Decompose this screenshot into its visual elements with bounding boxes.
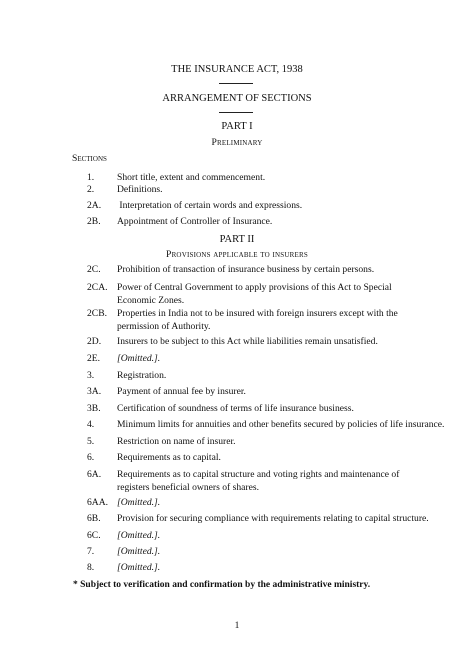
- part-2-heading: Provisions applicable to insurers: [166, 249, 308, 260]
- section-title: Certification of soundness of terms of life insurance business.: [117, 403, 354, 414]
- subtitle-divider: [219, 112, 253, 113]
- section-number: 2A.: [87, 200, 102, 211]
- section-title: Provision for securing compliance with requirements relating to capital structure.: [117, 513, 429, 524]
- section-number: 2B.: [87, 216, 101, 227]
- section-title: Properties in India not to be insured with foreign insurers except with the permission of Authority.: [117, 308, 398, 332]
- section-title: Interpretation of certain words and expressions.: [117, 200, 303, 211]
- section-number: 6.: [87, 452, 95, 463]
- section-title: Short title, extent and commencement.: [117, 172, 266, 183]
- section-title: Minimum limits for annuities and other benefits secured by policies of life insurance.: [117, 419, 445, 430]
- title-divider: [219, 83, 253, 84]
- section-number: 2E.: [87, 353, 101, 364]
- section-number: 6AA.: [87, 497, 109, 508]
- section-number: 3B.: [87, 403, 101, 414]
- section-title: Restriction on name of insurer.: [117, 436, 236, 447]
- section-title: Definitions.: [117, 184, 163, 195]
- footnote: * Subject to verification and confirmation by the administrative ministry.: [73, 580, 371, 590]
- page-number: 1: [234, 621, 240, 631]
- section-number: 4.: [87, 419, 95, 430]
- section-number: 5.: [87, 436, 95, 447]
- section-number: 2C.: [87, 264, 101, 275]
- section-title: [Omitted.].: [117, 530, 161, 541]
- section-title: Insurers to be subject to this Act while liabilities remain unsatisfied.: [117, 336, 378, 347]
- section-number: 1.: [87, 172, 95, 183]
- section-title: Power of Central Government to apply provisions of this Act to Special Economic Zones.: [117, 282, 392, 306]
- section-number: 8.: [87, 562, 95, 573]
- section-number: 7.: [87, 546, 95, 557]
- part-1-label: PART I: [221, 121, 253, 132]
- section-title: Prohibition of transaction of insurance business by certain persons.: [117, 264, 375, 275]
- section-title: [Omitted.].: [117, 497, 161, 508]
- part-1-heading: Preliminary: [211, 137, 263, 148]
- act-title: THE INSURANCE ACT, 1938: [171, 64, 303, 75]
- part-2-label: PART II: [219, 234, 255, 245]
- section-number: 3A.: [87, 386, 102, 397]
- section-title: [Omitted.].: [117, 562, 161, 573]
- section-title: Appointment of Controller of Insurance.: [117, 216, 273, 227]
- section-number: 6A.: [87, 469, 102, 480]
- section-number: 6C.: [87, 530, 101, 541]
- section-number: 3.: [87, 370, 95, 381]
- section-number: 2.: [87, 184, 95, 195]
- section-title: Requirements as to capital structure and voting rights and maintenance of registers beneficial owners of shares.: [117, 469, 400, 493]
- section-title: [Omitted.].: [117, 353, 161, 364]
- sections-label: Sections: [72, 153, 107, 164]
- section-number: 6B.: [87, 513, 101, 524]
- arrangement-heading: ARRANGEMENT OF SECTIONS: [162, 93, 312, 104]
- section-title: Payment of annual fee by insurer.: [117, 386, 246, 397]
- section-number: 2CA.: [87, 282, 108, 293]
- section-title: Requirements as to capital.: [117, 452, 221, 463]
- section-number: 2D.: [87, 336, 102, 347]
- section-number: 2CB.: [87, 308, 107, 319]
- section-title: Registration.: [117, 370, 167, 381]
- section-title: [Omitted.].: [117, 546, 161, 557]
